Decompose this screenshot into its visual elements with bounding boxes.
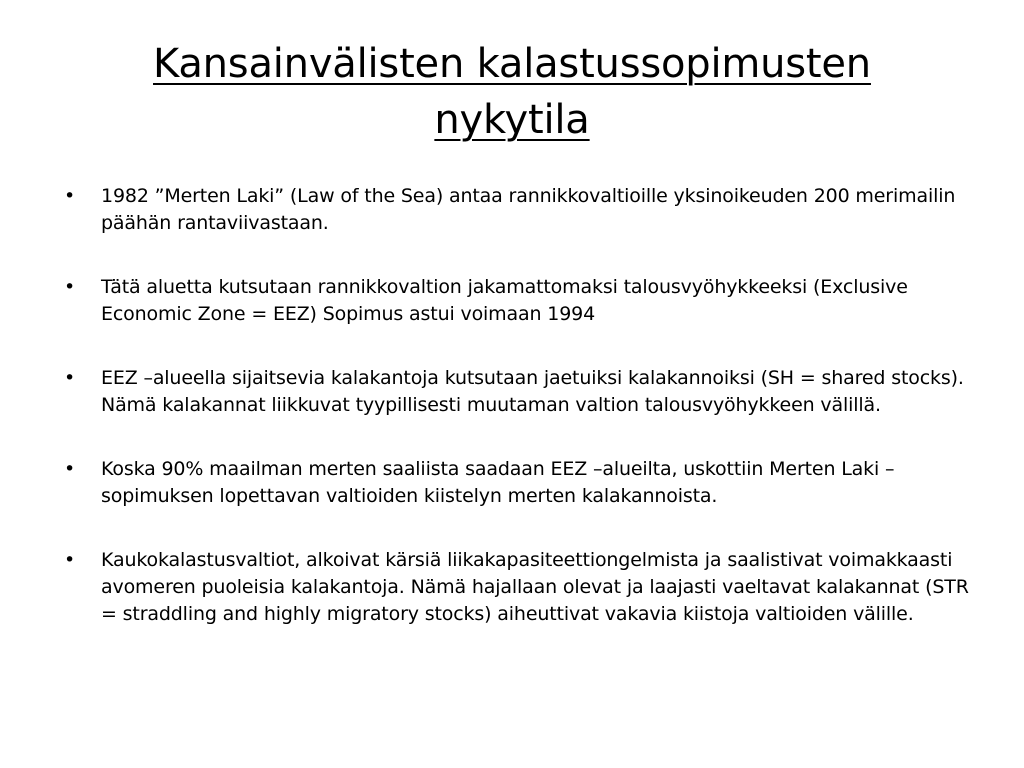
bullet-item-3 bbox=[64, 365, 974, 419]
bullet-dot-icon: • bbox=[64, 276, 76, 298]
bullet-dot-icon: • bbox=[64, 185, 76, 207]
slide-title-line-2: nykytila bbox=[434, 97, 590, 143]
bullet-dot-icon: • bbox=[64, 549, 76, 571]
bullet-item-2 bbox=[64, 274, 974, 328]
bullet-dot-icon: • bbox=[64, 458, 76, 480]
slide-title bbox=[60, 36, 964, 148]
bullet-list bbox=[64, 183, 974, 665]
bullet-text-5: Kaukokalastusvaltiot, alkoivat kärsiä liikakapasiteettiongelmista ja saalistivat voimakkaasti avomeren puoleisia kalakantoja. Nämä hajallaan olevat ja laajasti vaeltavat kalakannat (STR = straddling and highly migratory stocks) aiheuttivat vakavia kiistoja valtioiden välille. bbox=[101, 549, 969, 625]
bullet-text-4: Koska 90% maailman merten saaliista saadaan EEZ –alueilta, uskottiin Merten Laki –sopimuksen lopettavan valtioiden kiistelyn merten kalakannoista. bbox=[101, 458, 895, 507]
bullet-text-2: Tätä aluetta kutsutaan rannikkovaltion jakamattomaksi talousvyöhykkeeksi (Exclusive Economic Zone = EEZ) Sopimus astui voimaan 1994 bbox=[101, 276, 908, 325]
bullet-text-3: EEZ –alueella sijaitsevia kalakantoja kutsutaan jaetuiksi kalakannoiksi (SH = shared stocks). Nämä kalakannat liikkuvat tyypillisesti muutaman valtion talousvyöhykkeen välillä. bbox=[101, 367, 964, 416]
bullet-text-1: 1982 ”Merten Laki” (Law of the Sea) antaa rannikkovaltioille yksinoikeuden 200 merimailin päähän rantaviivastaan. bbox=[101, 185, 956, 234]
bullet-item-4 bbox=[64, 456, 974, 510]
slide-title-line-1: Kansainvälisten kalastussopimusten bbox=[153, 41, 871, 87]
bullet-item-5 bbox=[64, 547, 974, 628]
bullet-item-1 bbox=[64, 183, 974, 237]
bullet-dot-icon: • bbox=[64, 367, 76, 389]
